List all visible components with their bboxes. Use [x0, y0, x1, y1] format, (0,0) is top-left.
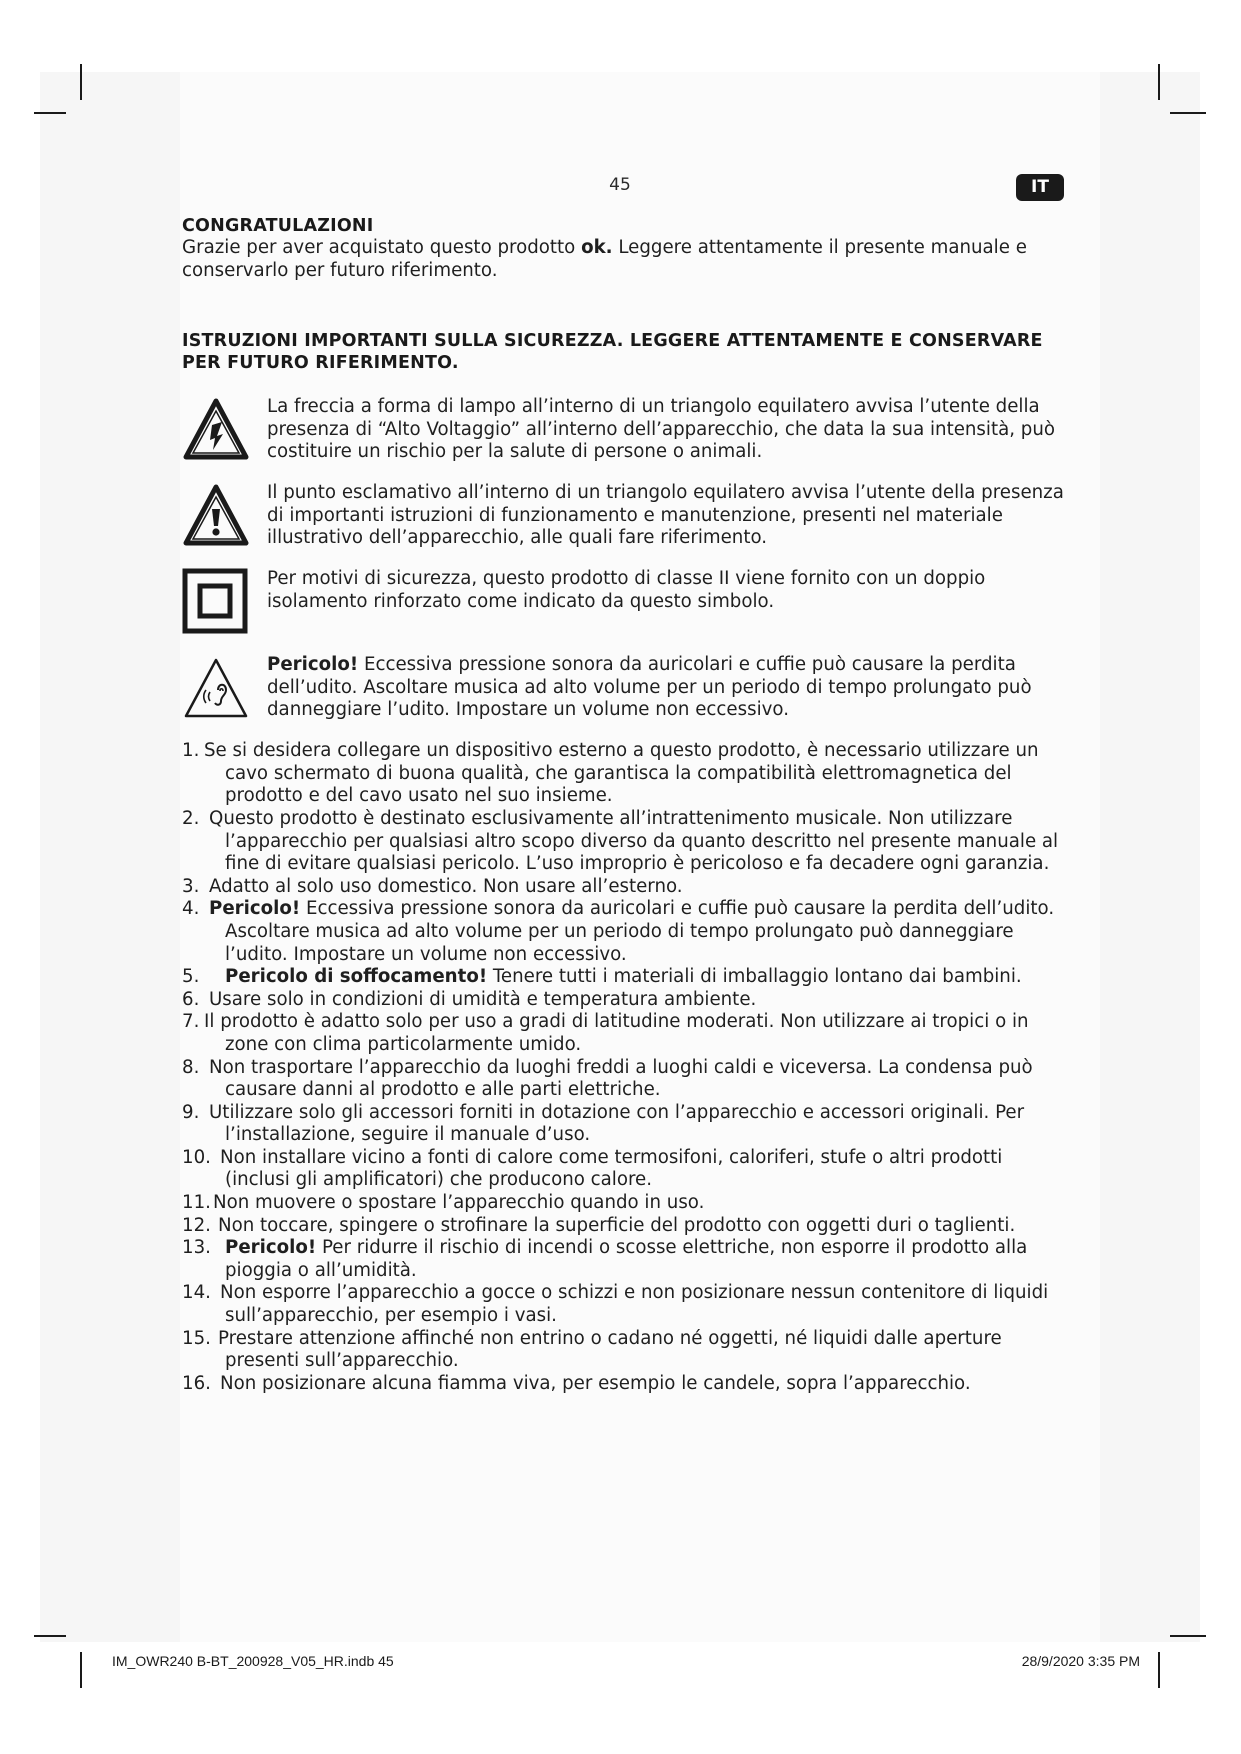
list-number: 15.	[182, 1327, 211, 1349]
list-item	[182, 1011, 1072, 1056]
warning-item	[182, 568, 1072, 638]
crop-mark	[1158, 1652, 1160, 1688]
intro-text-end: Leggere attentamente il presente manuale e conservarlo per futuro riferimento.	[182, 237, 1027, 281]
list-item	[182, 1328, 1072, 1373]
list-number: 4.	[182, 898, 200, 920]
danger-label: Pericolo!	[209, 898, 301, 920]
list-text: Questo prodotto è destinato esclusivamente all’intrattenimento musicale. Non utilizzare l’apparecchio per qualsiasi altro scopo diverso da quanto descritto nel presente manuale al fine di evitare qualsiasi pericolo. L’uso improprio è pericoloso e fa decadere ogni garanzia.	[209, 807, 1059, 875]
list-text: Se si desidera collegare un dispositivo esterno a questo prodotto, è necessario utilizzare un cavo schermato di buona qualità, che garantisca la compatibilità elettromagnetica del prodotto e del cavo usato nel suo insieme.	[204, 740, 1039, 807]
crop-mark	[80, 1652, 82, 1688]
list-item	[182, 1057, 1072, 1102]
list-item	[182, 1237, 1072, 1282]
crop-mark	[1158, 64, 1160, 100]
list-item	[182, 898, 1072, 966]
language-badge: IT	[1016, 174, 1064, 201]
crop-mark	[80, 64, 82, 100]
list-item	[182, 989, 1072, 1012]
list-number: 1.	[182, 740, 200, 762]
list-item	[182, 808, 1072, 876]
crop-mark	[34, 1635, 66, 1637]
list-number: 9.	[182, 1101, 200, 1123]
high-voltage-icon	[182, 396, 250, 466]
list-item	[182, 876, 1072, 899]
list-number: 16.	[182, 1372, 211, 1394]
warning-text	[267, 654, 1072, 722]
list-item	[182, 1373, 1072, 1396]
exclamation-triangle-icon	[182, 482, 250, 552]
list-number: 5.	[182, 966, 200, 988]
list-text: Non trasportare l’apparecchio da luoghi freddi a luoghi caldi e viceversa. La condensa può causare danni al prodotto e alle parti elettriche.	[209, 1056, 1033, 1101]
list-number: 10.	[182, 1146, 211, 1168]
crop-mark	[1170, 1635, 1206, 1637]
warning-text-body: Eccessiva pressione sonora da auricolari e cuffie può causare la perdita dell’udito. Ascoltare musica ad alto volume per un periodo di tempo prolungato può danneggiare l’udito. Impostare un volume non eccessivo.	[267, 654, 1032, 721]
footer-datetime: 28/9/2020 3:35 PM	[1021, 1653, 1140, 1669]
page-number: 45	[609, 175, 631, 195]
intro-text-start: Grazie per aver acquistato questo prodotto	[182, 237, 582, 258]
list-text: Il prodotto è adatto solo per uso a gradi di latitudine moderati. Non utilizzare ai tropici o in zone con clima particolarmente umido.	[204, 1011, 1029, 1055]
list-text: Non muovere o spostare l’apparecchio quando in uso.	[213, 1192, 705, 1214]
list-text: Prestare attenzione affinché non entrino o cadano né oggetti, né liquidi dalle aperture presenti sull’apparecchio.	[218, 1327, 1002, 1372]
document-content	[182, 215, 1072, 1395]
list-number: 13.	[182, 1237, 211, 1259]
warning-item	[182, 482, 1072, 552]
list-number: 11.	[182, 1192, 211, 1214]
list-item	[182, 966, 1072, 989]
warning-item	[182, 654, 1072, 724]
list-text: Non toccare, spingere o strofinare la superficie del prodotto con oggetti duri o taglienti.	[218, 1214, 1016, 1236]
warning-item	[182, 396, 1072, 466]
list-number: 14.	[182, 1282, 211, 1304]
list-number: 3.	[182, 875, 200, 897]
hearing-warning-icon	[182, 654, 250, 724]
list-item	[182, 1192, 1072, 1215]
crop-mark	[1170, 112, 1206, 114]
list-item	[182, 1215, 1072, 1238]
list-item	[182, 740, 1072, 808]
safety-rules-list	[182, 740, 1072, 1395]
crop-mark	[34, 112, 66, 114]
footer-file-info: IM_OWR240 B-BT_200928_V05_HR.indb 45	[112, 1653, 394, 1669]
warning-text: Il punto esclamativo all’interno di un triangolo equilatero avvisa l’utente della presenza di importanti istruzioni di funzionamento e manutenzione, presenti nel materiale illustrativo dell’apparecchio, alle quali fare riferimento.	[267, 482, 1064, 549]
danger-label: Pericolo!	[225, 1237, 317, 1259]
warning-text: Per motivi di sicurezza, questo prodotto di classe II viene fornito con un doppio isolamento rinforzato come indicato da questo simbolo.	[267, 568, 986, 612]
danger-label: Pericolo di soffocamento!	[225, 966, 488, 988]
list-number: 8.	[182, 1056, 200, 1078]
list-item	[182, 1102, 1072, 1147]
list-text: Adatto al solo uso domestico. Non usare all’esterno.	[209, 875, 683, 897]
safety-title: ISTRUZIONI IMPORTANTI SULLA SICUREZZA. LEGGERE ATTENTAMENTE E CONSERVARE PER FUTURO RIFERIMENTO.	[182, 331, 1043, 374]
warning-text: La freccia a forma di lampo all’interno di un triangolo equilatero avvisa l’utente della presenza di “Alto Voltaggio” all’interno dell’apparecchio, che data la sua intensità, può costituire un rischio per la salute di persone o animali.	[267, 396, 1055, 463]
intro-title: CONGRATULAZIONI	[182, 216, 374, 236]
intro-text	[182, 237, 1072, 282]
list-text: Per ridurre il rischio di incendi o scosse elettriche, non esporre il prodotto alla pioggia o all’umidità.	[225, 1237, 1028, 1281]
list-text: Non posizionare alcuna fiamma viva, per esempio le candele, sopra l’apparecchio.	[220, 1372, 971, 1394]
list-number: 7.	[182, 1011, 200, 1033]
list-text: Tenere tutti i materiali di imballaggio lontano dai bambini.	[487, 966, 1022, 988]
warning-symbols	[182, 396, 1072, 724]
list-text: Non esporre l’apparecchio a gocce o schizzi e non posizionare nessun contenitore di liquidi sull’apparecchio, per esempio i vasi.	[220, 1282, 1049, 1327]
list-number: 6.	[182, 988, 200, 1010]
list-item	[182, 1147, 1072, 1192]
list-item	[182, 1282, 1072, 1327]
brand-name: ok.	[581, 237, 613, 258]
danger-label: Pericolo!	[267, 654, 359, 676]
list-number: 2.	[182, 807, 200, 829]
class-ii-double-square-icon	[182, 568, 250, 638]
list-number: 12.	[182, 1214, 211, 1236]
list-text: Utilizzare solo gli accessori forniti in dotazione con l’apparecchio e accessori originali. Per l’installazione, seguire il manuale d’uso.	[209, 1101, 1025, 1146]
list-text: Non installare vicino a fonti di calore come termosifoni, caloriferi, stufe o altri prodotti (inclusi gli amplificatori) che producono calore.	[220, 1146, 1003, 1191]
list-text: Eccessiva pressione sonora da auricolari e cuffie può causare la perdita dell’udito. Ascoltare musica ad alto volume per un periodo di tempo prolungato può danneggiare l’udito. Impostare un volume non eccessivo.	[225, 898, 1055, 965]
list-text: Usare solo in condizioni di umidità e temperatura ambiente.	[209, 988, 757, 1010]
